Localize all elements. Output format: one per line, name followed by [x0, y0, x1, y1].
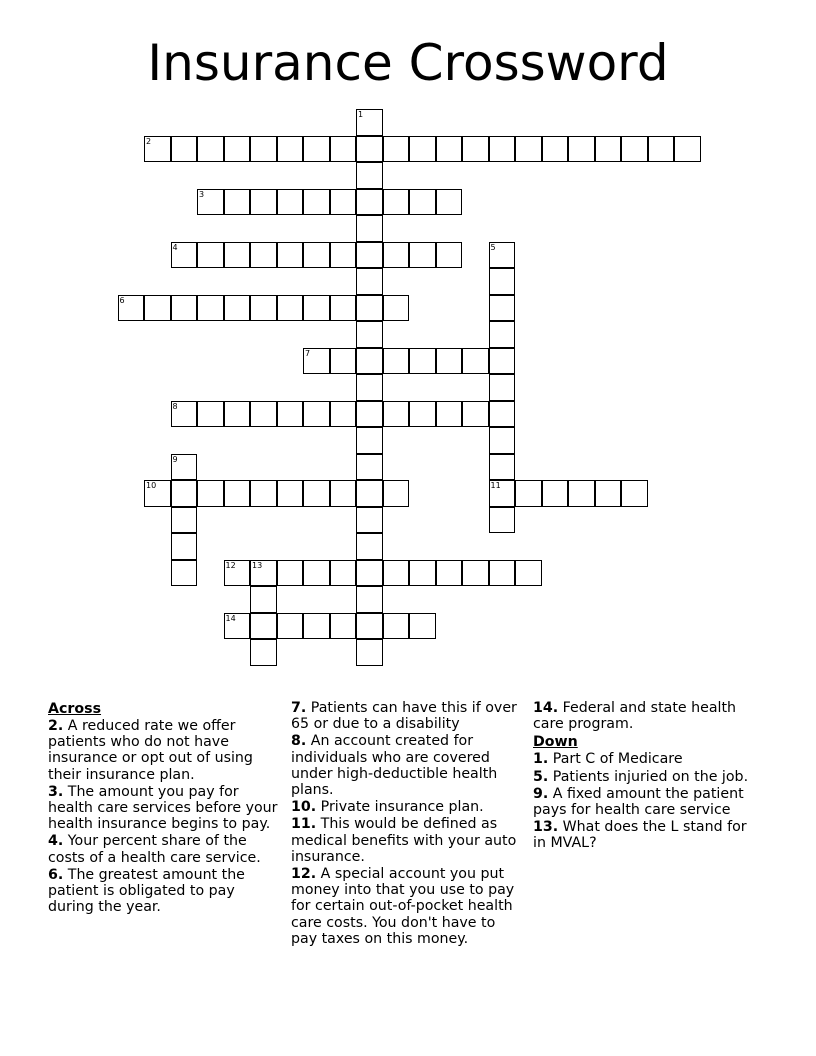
- crossword-cell[interactable]: [356, 427, 383, 454]
- crossword-cell[interactable]: [171, 507, 198, 534]
- clues-column-1: [48, 700, 280, 916]
- crossword-cell[interactable]: [356, 480, 383, 507]
- across-heading: Across: [48, 701, 102, 717]
- crossword-cell[interactable]: [383, 560, 410, 587]
- crossword-cell[interactable]: [436, 189, 463, 216]
- crossword-cell[interactable]: [250, 242, 277, 269]
- clue-number: 2.: [48, 718, 64, 734]
- crossword-cell[interactable]: [383, 189, 410, 216]
- clue-text: Part C of Medicare: [548, 751, 683, 768]
- crossword-cell[interactable]: [648, 136, 675, 163]
- crossword-cell[interactable]: [489, 374, 516, 401]
- crossword-cell[interactable]: [515, 136, 542, 163]
- crossword-cell[interactable]: [330, 189, 357, 216]
- crossword-cell[interactable]: [171, 136, 198, 163]
- clue-number: 9.: [533, 785, 549, 802]
- across-clue: [533, 700, 761, 732]
- crossword-cell[interactable]: [356, 507, 383, 534]
- crossword-cell[interactable]: [303, 480, 330, 507]
- crossword-cell[interactable]: [303, 613, 330, 640]
- crossword-cell[interactable]: [621, 480, 648, 507]
- crossword-cell[interactable]: [489, 136, 516, 163]
- crossword-cell[interactable]: [303, 560, 330, 587]
- crossword-cell[interactable]: [515, 560, 542, 587]
- crossword-cell[interactable]: [224, 136, 251, 163]
- crossword-cell[interactable]: [674, 136, 701, 163]
- clue-number: 10.: [291, 799, 317, 816]
- clue-number-label: 4: [172, 242, 178, 252]
- clue-text: An account created for individuals who are covered under high-deductible health plans.: [291, 733, 498, 799]
- crossword-cell[interactable]: [171, 454, 198, 481]
- crossword-cell[interactable]: [383, 348, 410, 375]
- crossword-cell[interactable]: [383, 242, 410, 269]
- clue-text: Federal and state health care program.: [533, 700, 737, 733]
- crossword-cell[interactable]: [462, 136, 489, 163]
- clue-text: Patients injuried on the job.: [548, 768, 749, 785]
- crossword-cell[interactable]: [409, 401, 436, 428]
- down-clue: [533, 751, 761, 767]
- across-clue: [48, 867, 280, 916]
- crossword-cell[interactable]: [489, 401, 516, 428]
- clue-number-label: 9: [172, 454, 178, 464]
- crossword-cell[interactable]: [330, 613, 357, 640]
- crossword-cell[interactable]: [436, 136, 463, 163]
- crossword-cell[interactable]: [224, 401, 251, 428]
- crossword-cell[interactable]: [356, 348, 383, 375]
- clues-column-2: [291, 700, 525, 948]
- down-clue: [533, 786, 761, 818]
- down-heading: Down: [533, 734, 578, 751]
- crossword-cell[interactable]: [356, 268, 383, 295]
- crossword-cell[interactable]: [144, 136, 171, 163]
- crossword-cell[interactable]: [144, 480, 171, 507]
- clue-text: Your percent share of the costs of a health care service.: [48, 833, 261, 866]
- crossword-cell[interactable]: [595, 480, 622, 507]
- crossword-cell[interactable]: [542, 480, 569, 507]
- clue-text: A special account you put money into that you use to pay for certain out-of-pocket health care costs. You don't have to pay taxes on this money.: [291, 866, 515, 947]
- crossword-cell[interactable]: [489, 427, 516, 454]
- crossword-cell[interactable]: [277, 401, 304, 428]
- crossword-cell[interactable]: [277, 242, 304, 269]
- crossword-cell[interactable]: [224, 295, 251, 322]
- clue-text: Private insurance plan.: [316, 799, 484, 816]
- crossword-cell[interactable]: [489, 242, 516, 269]
- crossword-cell[interactable]: [356, 136, 383, 163]
- crossword-cell[interactable]: [356, 613, 383, 640]
- crossword-cell[interactable]: [356, 401, 383, 428]
- clue-number-label: 3: [199, 189, 205, 199]
- crossword-cell[interactable]: [356, 242, 383, 269]
- crossword-cell[interactable]: [409, 560, 436, 587]
- clue-number-label: 10: [146, 481, 157, 490]
- crossword-cell[interactable]: [356, 454, 383, 481]
- crossword-cell[interactable]: [171, 533, 198, 560]
- crossword-cell[interactable]: [118, 295, 145, 322]
- crossword-cell[interactable]: [383, 401, 410, 428]
- across-clue: [291, 816, 525, 865]
- crossword-cell[interactable]: [171, 560, 198, 587]
- clue-text: A reduced rate we offer patients who do not have insurance or opt out of using their insurance plan.: [48, 718, 253, 783]
- crossword-cell[interactable]: [356, 295, 383, 322]
- crossword-cell[interactable]: [356, 215, 383, 242]
- clue-text: This would be defined as medical benefits with your auto insurance.: [291, 816, 517, 865]
- crossword-cell[interactable]: [224, 560, 251, 587]
- crossword-cell[interactable]: [303, 401, 330, 428]
- crossword-cell[interactable]: [303, 295, 330, 322]
- crossword-cell[interactable]: [330, 295, 357, 322]
- crossword-cell[interactable]: [303, 189, 330, 216]
- crossword-cell[interactable]: [356, 586, 383, 613]
- crossword-cell[interactable]: [303, 348, 330, 375]
- clue-number-label: 5: [490, 242, 496, 252]
- crossword-cell[interactable]: [277, 560, 304, 587]
- crossword-cell[interactable]: [356, 189, 383, 216]
- across-clue: [48, 833, 280, 865]
- crossword-cell[interactable]: [383, 136, 410, 163]
- clue-text: A fixed amount the patient pays for health care service: [533, 785, 744, 819]
- clue-number-label: 12: [225, 560, 236, 570]
- crossword-cell[interactable]: [250, 189, 277, 216]
- crossword-cell[interactable]: [383, 295, 410, 322]
- crossword-cell[interactable]: [409, 189, 436, 216]
- across-clue: [48, 784, 280, 833]
- clue-number: 13.: [533, 819, 559, 836]
- crossword-cell[interactable]: [197, 189, 224, 216]
- clue-number-label: 11: [490, 481, 501, 490]
- crossword-cell[interactable]: [489, 348, 516, 375]
- crossword-cell[interactable]: [250, 560, 277, 587]
- crossword-cell[interactable]: [436, 242, 463, 269]
- crossword-cell[interactable]: [356, 109, 383, 136]
- crossword-cell[interactable]: [330, 136, 357, 163]
- crossword-cell[interactable]: [542, 136, 569, 163]
- clues-column-3: [533, 700, 761, 853]
- crossword-cell[interactable]: [171, 480, 198, 507]
- crossword-cell[interactable]: [409, 136, 436, 163]
- clue-number: 6.: [48, 866, 64, 883]
- clue-number: 4.: [48, 833, 64, 850]
- crossword-cell[interactable]: [250, 586, 277, 613]
- crossword-cell[interactable]: [250, 639, 277, 666]
- clue-number: 3.: [48, 783, 64, 800]
- clue-text: The greatest amount the patient is obligated to pay during the year.: [48, 866, 245, 916]
- crossword-cell[interactable]: [383, 480, 410, 507]
- crossword-cell[interactable]: [489, 480, 516, 507]
- crossword-cell[interactable]: [171, 242, 198, 269]
- crossword-cell[interactable]: [330, 401, 357, 428]
- crossword-cell[interactable]: [171, 401, 198, 428]
- clue-number-label: 8: [172, 401, 178, 411]
- crossword-cell[interactable]: [383, 613, 410, 640]
- crossword-cell[interactable]: [197, 242, 224, 269]
- crossword-cell[interactable]: [250, 401, 277, 428]
- crossword-cell[interactable]: [595, 136, 622, 163]
- crossword-cell[interactable]: [356, 639, 383, 666]
- crossword-cell[interactable]: [303, 136, 330, 163]
- crossword-cell[interactable]: [356, 321, 383, 348]
- crossword-cell[interactable]: [277, 613, 304, 640]
- clue-number-label: 1: [358, 110, 364, 119]
- crossword-cell[interactable]: [224, 242, 251, 269]
- crossword-cell[interactable]: [197, 401, 224, 428]
- down-clue: [533, 769, 761, 785]
- crossword-cell[interactable]: [197, 295, 224, 322]
- crossword-cell[interactable]: [250, 480, 277, 507]
- clue-number: 11.: [291, 816, 317, 833]
- crossword-cell[interactable]: [330, 480, 357, 507]
- crossword-cell[interactable]: [250, 136, 277, 163]
- clue-number: 1.: [533, 751, 549, 768]
- clue-number-label: 13: [252, 560, 263, 570]
- page-title: Insurance Crossword: [147, 34, 669, 92]
- crossword-cell[interactable]: [436, 401, 463, 428]
- crossword-cell[interactable]: [197, 136, 224, 163]
- crossword-cell[interactable]: [277, 136, 304, 163]
- crossword-cell[interactable]: [515, 480, 542, 507]
- crossword-cell[interactable]: [330, 348, 357, 375]
- crossword-cell[interactable]: [197, 480, 224, 507]
- clue-text: The amount you pay for health care services before your health insurance begins to pay.: [48, 783, 278, 833]
- crossword-cell[interactable]: [250, 295, 277, 322]
- across-clue: [291, 866, 525, 947]
- crossword-cell[interactable]: [462, 348, 489, 375]
- clue-number-label: 7: [305, 348, 311, 358]
- crossword-cell[interactable]: [568, 136, 595, 163]
- crossword-cell[interactable]: [409, 242, 436, 269]
- crossword-cell[interactable]: [250, 613, 277, 640]
- crossword-cell[interactable]: [356, 560, 383, 587]
- crossword-cell[interactable]: [277, 189, 304, 216]
- crossword-cell[interactable]: [409, 348, 436, 375]
- crossword-cell[interactable]: [489, 507, 516, 534]
- clue-number-label: 2: [146, 136, 152, 146]
- clue-text: What does the L stand for in MVAL?: [533, 819, 747, 852]
- clue-number: 12.: [291, 866, 317, 883]
- crossword-cell[interactable]: [144, 295, 171, 322]
- across-clue: [291, 733, 525, 798]
- clue-number-label: 14: [225, 613, 236, 623]
- crossword-cell[interactable]: [489, 321, 516, 348]
- crossword-cell[interactable]: [171, 295, 198, 322]
- clue-text: Patients can have this if over 65 or due to a disability: [291, 700, 517, 733]
- crossword-cell[interactable]: [277, 295, 304, 322]
- crossword-cell[interactable]: [356, 533, 383, 560]
- down-clue: [533, 819, 761, 851]
- clue-number: 7.: [291, 700, 307, 716]
- crossword-cell[interactable]: [436, 560, 463, 587]
- crossword-cell[interactable]: [224, 189, 251, 216]
- crossword-cell[interactable]: [356, 374, 383, 401]
- crossword-cell[interactable]: [330, 560, 357, 587]
- clue-number: 14.: [533, 700, 559, 716]
- across-clue: [291, 799, 525, 815]
- across-clue: [48, 718, 280, 783]
- crossword-cell[interactable]: [409, 613, 436, 640]
- crossword-cell[interactable]: [621, 136, 648, 163]
- crossword-cell[interactable]: [224, 613, 251, 640]
- crossword-cell[interactable]: [489, 454, 516, 481]
- crossword-cell[interactable]: [224, 480, 251, 507]
- crossword-cell[interactable]: [462, 401, 489, 428]
- crossword-cell[interactable]: [489, 295, 516, 322]
- crossword-cell[interactable]: [568, 480, 595, 507]
- crossword-cell[interactable]: [303, 242, 330, 269]
- crossword-cell[interactable]: [489, 560, 516, 587]
- crossword-cell[interactable]: [436, 348, 463, 375]
- crossword-cell[interactable]: [356, 162, 383, 189]
- clue-number: 8.: [291, 733, 307, 750]
- crossword-cell[interactable]: [489, 268, 516, 295]
- clue-number: 5.: [533, 768, 549, 785]
- crossword-cell[interactable]: [277, 480, 304, 507]
- clue-number-label: 6: [119, 295, 125, 305]
- crossword-cell[interactable]: [330, 242, 357, 269]
- across-clue: [291, 700, 525, 732]
- crossword-cell[interactable]: [462, 560, 489, 587]
